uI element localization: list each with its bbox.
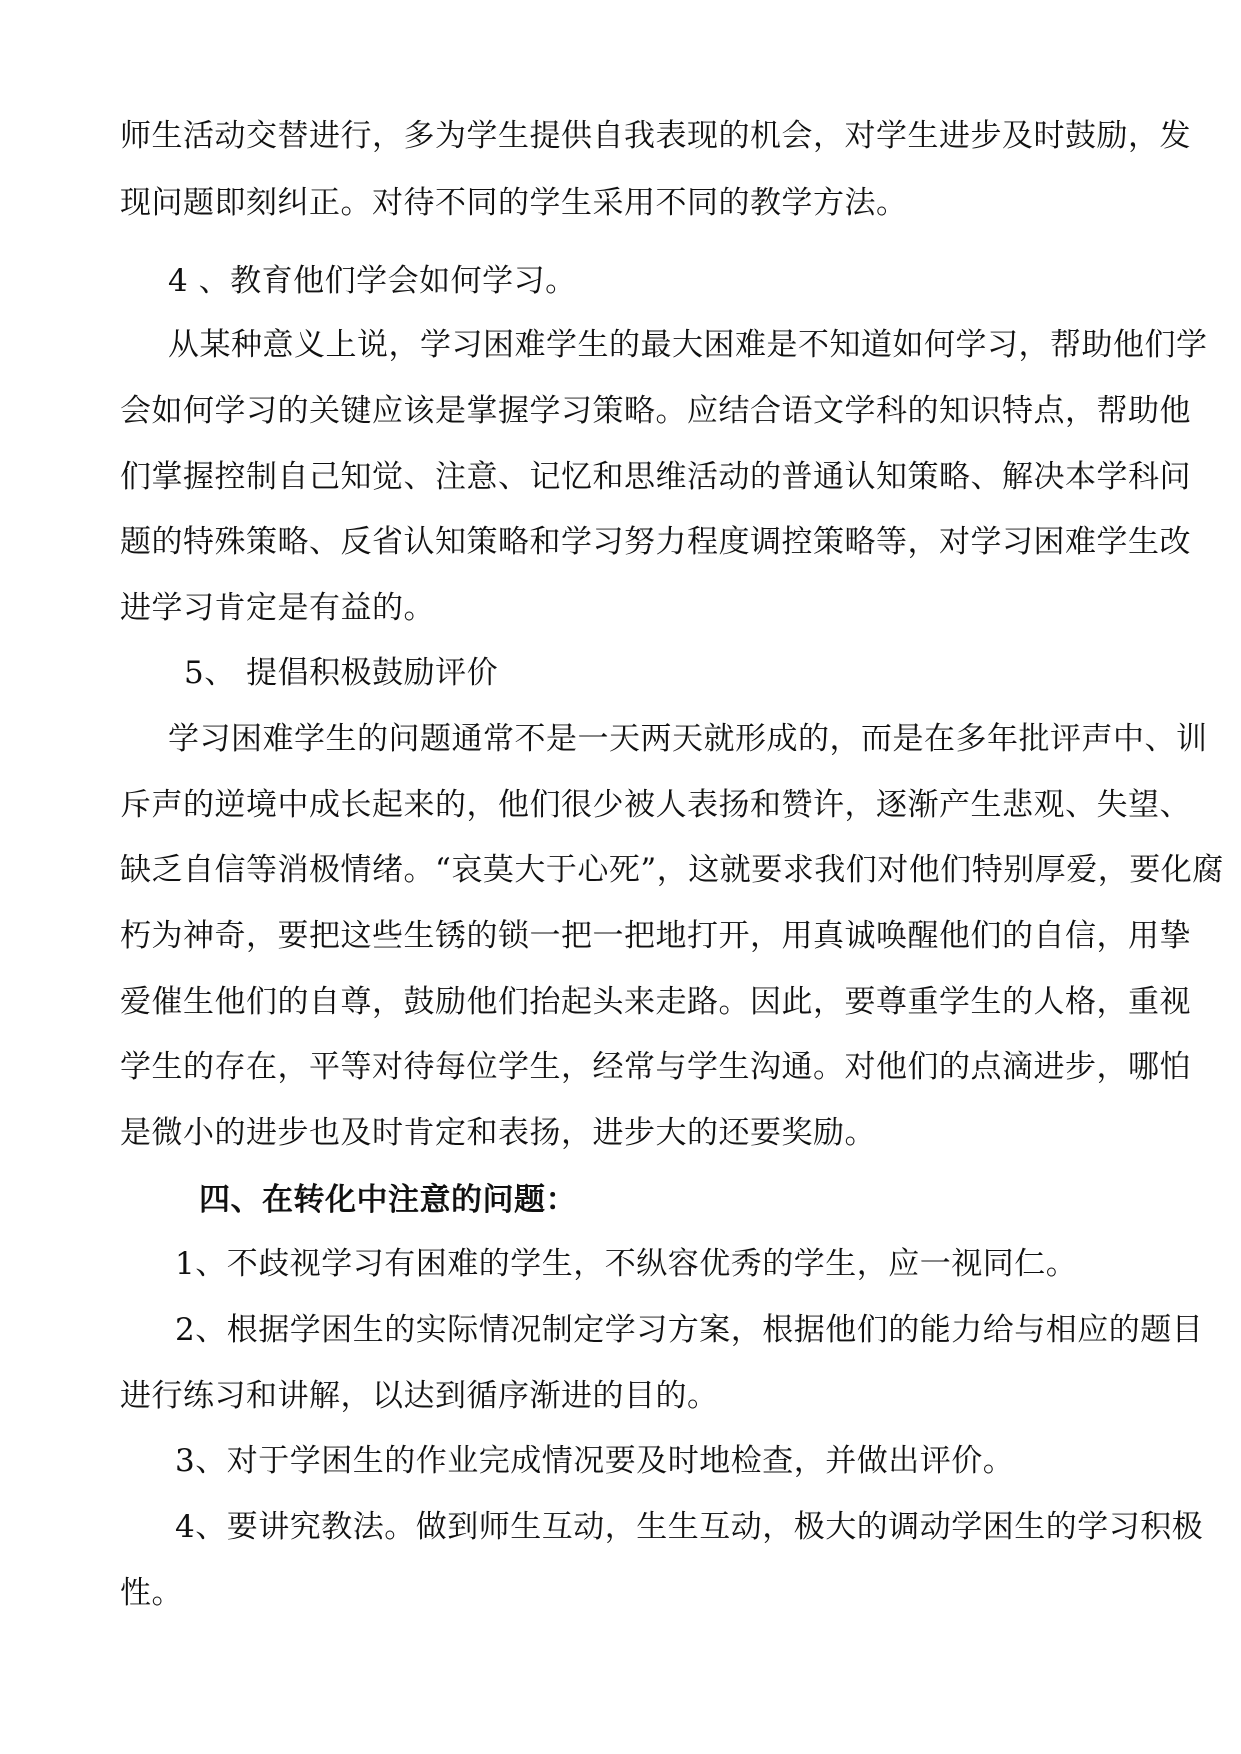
list-item: 4、要讲究教法。做到师生互动，生生互动，极大的调动学困生的学习积极	[175, 1509, 1204, 1545]
list-item: 2、根据学困生的实际情况制定学习方案，根据他们的能力给与相应的题目	[175, 1312, 1204, 1348]
list-item-continuation: 进行练习和讲解，以达到循序渐进的目的。	[120, 1378, 719, 1414]
list-item: 3、对于学困生的作业完成情况要及时地检查，并做出评价。	[175, 1443, 1015, 1479]
paragraph-line: 题的特殊策略、反省认知策略和学习努力程度调控策略等，对学习困难学生改	[120, 524, 1191, 560]
section-heading: 5、 提倡积极鼓励评价	[184, 655, 499, 691]
list-item-continuation: 性。	[120, 1575, 183, 1611]
paragraph-line: 爱催生他们的自尊，鼓励他们抬起头来走路。因此，要尊重学生的人格，重视	[120, 984, 1191, 1020]
paragraph-line: 从某种意义上说，学习困难学生的最大困难是不知道如何学习，帮助他们学	[168, 327, 1208, 363]
paragraph-line: 缺乏自信等消极情绪。“哀莫大于心死”，这就要求我们对他们特别厚爱，要化腐	[120, 852, 1224, 888]
paragraph-line: 学习困难学生的问题通常不是一天两天就形成的，而是在多年批评声中、训	[168, 721, 1208, 757]
paragraph-line: 学生的存在，平等对待每位学生，经常与学生沟通。对他们的点滴进步，哪怕	[120, 1049, 1191, 1085]
paragraph-line: 师生活动交替进行，多为学生提供自我表现的机会，对学生进步及时鼓励，发	[120, 118, 1191, 154]
paragraph-line: 进学习肯定是有益的。	[120, 590, 435, 626]
paragraph-line: 现问题即刻纠正。对待不同的学生采用不同的教学方法。	[120, 185, 908, 221]
paragraph-line: 斥声的逆境中成长起来的，他们很少被人表扬和赞许，逐渐产生悲观、失望、	[120, 787, 1191, 823]
paragraph-line: 是微小的进步也及时肯定和表扬，进步大的还要奖励。	[120, 1115, 876, 1151]
section-heading: 4 、教育他们学会如何学习。	[168, 263, 577, 299]
section-heading: 四、在转化中注意的问题：	[199, 1182, 577, 1218]
paragraph-line: 们掌握控制自己知觉、注意、记忆和思维活动的普通认知策略、解决本学科问	[120, 459, 1191, 495]
list-item: 1、不歧视学习有困难的学生，不纵容优秀的学生，应一视同仁。	[175, 1246, 1078, 1282]
paragraph-line: 会如何学习的关键应该是掌握学习策略。应结合语文学科的知识特点，帮助他	[120, 393, 1191, 429]
paragraph-line: 朽为神奇，要把这些生锈的锁一把一把地打开，用真诚唤醒他们的自信，用挚	[120, 918, 1191, 954]
